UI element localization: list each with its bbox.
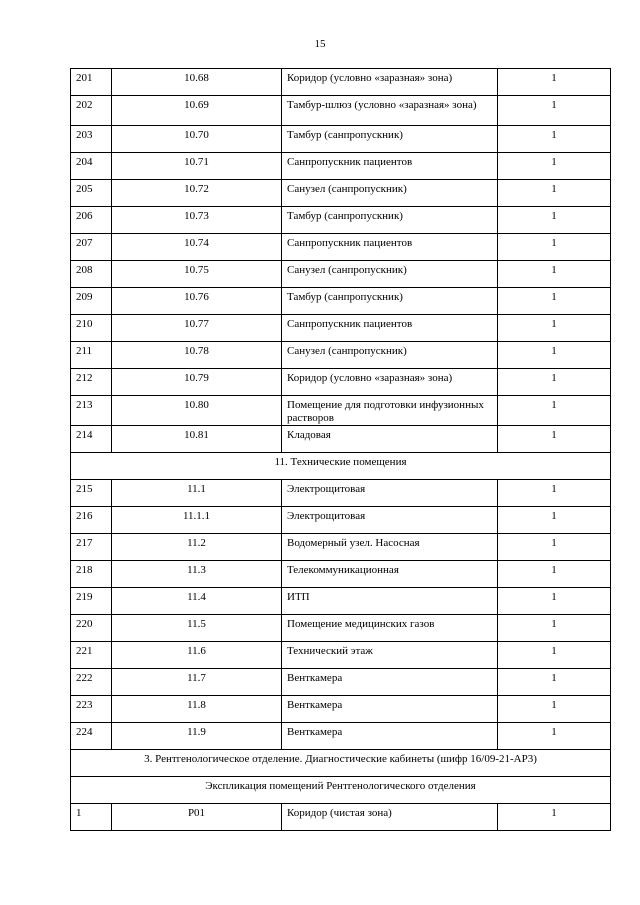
room-name-cell: Водомерный узел. Насосная: [282, 534, 498, 561]
quantity-cell: 1: [498, 723, 611, 750]
row-number-cell: 216: [71, 507, 112, 534]
table-row: [71, 207, 611, 234]
table-row: [71, 588, 611, 615]
room-code-cell: 11.3: [112, 561, 282, 588]
room-name-cell: Коридор (условно «заразная» зона): [282, 69, 498, 96]
room-code-cell: 10.77: [112, 315, 282, 342]
room-code-cell: 11.1: [112, 480, 282, 507]
quantity-cell: 1: [498, 396, 611, 426]
table-row: [71, 180, 611, 207]
table-row: [71, 642, 611, 669]
table-row: [71, 126, 611, 153]
section-title-3: 3. Рентгенологическое отделение. Диагностические кабинеты (шифр 16/09-21-АР3): [71, 750, 611, 777]
room-name-cell: Телекоммуникационная: [282, 561, 498, 588]
quantity-cell: 1: [498, 153, 611, 180]
table-row: [71, 96, 611, 126]
page-number: 15: [314, 38, 326, 50]
row-number-cell: 202: [71, 96, 112, 126]
room-name-cell: Санузел (санпропускник): [282, 261, 498, 288]
quantity-cell: 1: [498, 342, 611, 369]
section-title-11-row: [71, 453, 611, 480]
room-name-cell: Санузел (санпропускник): [282, 342, 498, 369]
room-code-cell: 11.6: [112, 642, 282, 669]
row-number-cell: 218: [71, 561, 112, 588]
room-code-cell: Р01: [112, 804, 282, 831]
room-name-cell: Помещение медицинских газов: [282, 615, 498, 642]
room-name-cell: Тамбур (санпропускник): [282, 126, 498, 153]
row-number-cell: 224: [71, 723, 112, 750]
quantity-cell: 1: [498, 507, 611, 534]
room-code-cell: 10.69: [112, 96, 282, 126]
row-number-cell: 220: [71, 615, 112, 642]
explication-title: Экспликация помещений Рентгенологического отделения: [71, 777, 611, 804]
room-code-cell: 10.75: [112, 261, 282, 288]
room-name-cell: Венткамера: [282, 723, 498, 750]
row-number-cell: 221: [71, 642, 112, 669]
quantity-cell: 1: [498, 96, 611, 126]
quantity-cell: 1: [498, 126, 611, 153]
room-code-cell: 11.4: [112, 588, 282, 615]
table-row: [71, 561, 611, 588]
room-code-cell: 11.8: [112, 696, 282, 723]
room-name-cell: Помещение для подготовки инфузионных растворов: [282, 396, 498, 426]
table-row: [71, 315, 611, 342]
row-number-cell: 209: [71, 288, 112, 315]
row-number-cell: 205: [71, 180, 112, 207]
quantity-cell: 1: [498, 696, 611, 723]
quantity-cell: 1: [498, 288, 611, 315]
table-row: [71, 669, 611, 696]
room-code-cell: 10.81: [112, 426, 282, 453]
row-number-cell: 203: [71, 126, 112, 153]
row-number-cell: 210: [71, 315, 112, 342]
quantity-cell: 1: [498, 669, 611, 696]
row-number-cell: 1: [71, 804, 112, 831]
room-name-cell: Коридор (чистая зона): [282, 804, 498, 831]
row-number-cell: 217: [71, 534, 112, 561]
room-name-cell: ИТП: [282, 588, 498, 615]
quantity-cell: 1: [498, 69, 611, 96]
section-title-11: 11. Технические помещения: [71, 453, 611, 480]
quantity-cell: 1: [498, 534, 611, 561]
row-number-cell: 219: [71, 588, 112, 615]
row-number-cell: 211: [71, 342, 112, 369]
quantity-cell: 1: [498, 261, 611, 288]
quantity-cell: 1: [498, 207, 611, 234]
row-number-cell: 206: [71, 207, 112, 234]
room-code-cell: 10.80: [112, 396, 282, 426]
quantity-cell: 1: [498, 561, 611, 588]
table-row: [71, 426, 611, 453]
room-name-cell: Тамбур (санпропускник): [282, 288, 498, 315]
premises-table: [70, 68, 611, 831]
quantity-cell: 1: [498, 480, 611, 507]
quantity-cell: 1: [498, 588, 611, 615]
row-number-cell: 201: [71, 69, 112, 96]
quantity-cell: 1: [498, 426, 611, 453]
quantity-cell: 1: [498, 804, 611, 831]
room-name-cell: Санпропускник пациентов: [282, 315, 498, 342]
room-name-cell: Санпропускник пациентов: [282, 234, 498, 261]
room-code-cell: 11.7: [112, 669, 282, 696]
quantity-cell: 1: [498, 180, 611, 207]
row-number-cell: 204: [71, 153, 112, 180]
room-name-cell: Венткамера: [282, 696, 498, 723]
table-row: [71, 534, 611, 561]
room-code-cell: 10.74: [112, 234, 282, 261]
table-row: [71, 153, 611, 180]
explication-title-row: [71, 777, 611, 804]
row-number-cell: 214: [71, 426, 112, 453]
row-number-cell: 207: [71, 234, 112, 261]
row-number-cell: 212: [71, 369, 112, 396]
room-code-cell: 10.71: [112, 153, 282, 180]
room-code-cell: 10.73: [112, 207, 282, 234]
quantity-cell: 1: [498, 234, 611, 261]
quantity-cell: 1: [498, 369, 611, 396]
table-row: [71, 342, 611, 369]
section-title-3-row: [71, 750, 611, 777]
room-code-cell: 10.76: [112, 288, 282, 315]
room-name-cell: Коридор (условно «заразная» зона): [282, 369, 498, 396]
room-code-cell: 10.72: [112, 180, 282, 207]
table-row: [71, 723, 611, 750]
quantity-cell: 1: [498, 615, 611, 642]
table-row: [71, 396, 611, 426]
room-name-cell: Тамбур (санпропускник): [282, 207, 498, 234]
table-row: [71, 615, 611, 642]
table-row: [71, 804, 611, 831]
table-row: [71, 369, 611, 396]
room-name-cell: Электрощитовая: [282, 480, 498, 507]
room-name-cell: Санпропускник пациентов: [282, 153, 498, 180]
room-name-cell: Электрощитовая: [282, 507, 498, 534]
table-row: [71, 507, 611, 534]
room-code-cell: 11.5: [112, 615, 282, 642]
row-number-cell: 213: [71, 396, 112, 426]
table-row: [71, 261, 611, 288]
room-name-cell: Кладовая: [282, 426, 498, 453]
row-number-cell: 208: [71, 261, 112, 288]
table-row: [71, 69, 611, 96]
room-name-cell: Технический этаж: [282, 642, 498, 669]
room-code-cell: 11.9: [112, 723, 282, 750]
table-row: [71, 480, 611, 507]
table-row: [71, 696, 611, 723]
quantity-cell: 1: [498, 642, 611, 669]
room-code-cell: 10.68: [112, 69, 282, 96]
quantity-cell: 1: [498, 315, 611, 342]
row-number-cell: 223: [71, 696, 112, 723]
room-code-cell: 11.2: [112, 534, 282, 561]
room-code-cell: 10.79: [112, 369, 282, 396]
room-name-cell: Санузел (санпропускник): [282, 180, 498, 207]
room-code-cell: 10.70: [112, 126, 282, 153]
room-code-cell: 11.1.1: [112, 507, 282, 534]
row-number-cell: 215: [71, 480, 112, 507]
room-code-cell: 10.78: [112, 342, 282, 369]
table-row: [71, 288, 611, 315]
room-name-cell: Тамбур-шлюз (условно «заразная» зона): [282, 96, 498, 126]
room-name-cell: Венткамера: [282, 669, 498, 696]
table-row: [71, 234, 611, 261]
row-number-cell: 222: [71, 669, 112, 696]
